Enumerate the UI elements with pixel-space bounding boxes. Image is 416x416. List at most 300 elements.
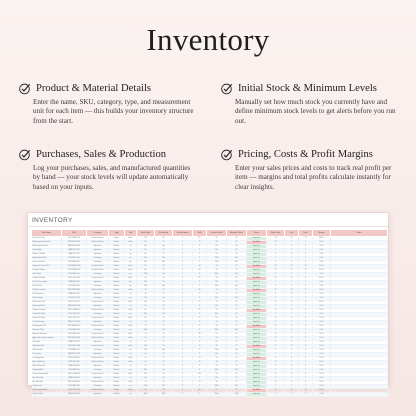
table-cell[interactable]: RAW-FLAV-033 — [62, 365, 87, 369]
table-cell[interactable]: Biotin 10000mcg — [32, 361, 62, 365]
table-cell[interactable]: Hair Skin Nails — [32, 381, 62, 385]
table-cell[interactable]: 0 — [173, 345, 193, 349]
table-cell[interactable]: 0 — [173, 301, 193, 305]
table-cell[interactable]: RAW-PECT-030 — [62, 353, 87, 357]
table-cell[interactable]: 0 — [173, 333, 193, 337]
table-cell[interactable]: Shrink Sleeve — [32, 285, 62, 289]
table-cell[interactable]: 25 — [267, 389, 285, 393]
table-cell[interactable]: 200 — [155, 369, 173, 373]
table-cell[interactable]: 8 — [285, 357, 299, 361]
table-cell[interactable]: bottle — [125, 325, 137, 329]
table-cell[interactable]: 0 — [267, 313, 285, 317]
table-cell[interactable]: 15 — [299, 373, 313, 377]
table-cell[interactable]: RAW-VITC-005 — [62, 253, 87, 257]
table-cell[interactable]: pcs — [125, 285, 137, 289]
table-cell[interactable]: 48 — [193, 333, 207, 337]
table-cell[interactable]: Finished Product — [87, 301, 109, 305]
table-cell[interactable]: 1 — [285, 313, 299, 317]
table-cell[interactable]: 20 — [155, 289, 173, 293]
table-cell[interactable]: Cocoa Flavoring — [32, 321, 62, 325]
table-cell[interactable]: 30 — [227, 289, 247, 293]
table-cell[interactable]: pcs — [125, 329, 137, 333]
table-cell[interactable]: 0 — [299, 365, 313, 369]
table-cell[interactable]: SUPL-ACVG-026 — [62, 337, 87, 341]
table-cell[interactable]: 57.9% — [313, 317, 331, 321]
table-cell[interactable]: 400 — [227, 257, 247, 261]
table-cell[interactable]: 300 — [155, 349, 173, 353]
table-cell[interactable]: 0 — [193, 349, 207, 353]
table-cell[interactable]: 0 — [173, 281, 193, 285]
table-cell[interactable]: bottle — [125, 361, 137, 365]
table-cell[interactable]: 0 — [285, 285, 299, 289]
table-cell[interactable]: SUPL-PROB-014 — [62, 289, 87, 293]
table-cell[interactable]: 15 — [155, 325, 173, 329]
table-cell[interactable]: Shipping Mailer — [32, 369, 62, 373]
table-cell[interactable]: 21 — [267, 337, 285, 341]
table-cell[interactable]: 0 — [173, 245, 193, 249]
column-header[interactable]: Purchased — [155, 230, 173, 237]
table-cell[interactable]: 50 — [227, 377, 247, 381]
table-cell[interactable]: 0 — [299, 393, 313, 397]
table-cell[interactable]: bottle — [125, 333, 137, 337]
table-cell[interactable]: bottle — [125, 381, 137, 385]
table-cell[interactable]: Finished Product — [87, 357, 109, 361]
table-cell[interactable]: Multivitamin 90ct — [32, 345, 62, 349]
table-cell[interactable]: Packaging — [87, 313, 109, 317]
table-cell[interactable]: Material — [109, 249, 125, 253]
table-cell[interactable]: 25 — [155, 333, 173, 337]
table-cell[interactable]: 0 — [173, 297, 193, 301]
status-badge[interactable]: Stock Ok — [247, 365, 267, 369]
table-cell[interactable]: Finished Product — [87, 317, 109, 321]
status-badge[interactable]: Stock Ok — [247, 301, 267, 305]
table-cell[interactable]: Finished Product — [87, 265, 109, 269]
table-cell[interactable]: 0 — [267, 261, 285, 265]
table-cell[interactable]: 0 — [267, 273, 285, 277]
table-cell[interactable]: 0 — [299, 305, 313, 309]
table-cell[interactable]: 50.0% — [313, 265, 331, 269]
table-cell[interactable]: 52.0% — [313, 389, 331, 393]
table-cell[interactable]: 22 — [285, 277, 299, 281]
table-cell[interactable]: 900 — [207, 297, 227, 301]
table-cell[interactable]: Product — [109, 301, 125, 305]
table-cell[interactable]: Fish Oil Concentrate — [32, 281, 62, 285]
status-badge[interactable]: Stock Ok — [247, 281, 267, 285]
table-cell[interactable]: 66 — [207, 269, 227, 273]
table-cell[interactable]: 40 — [227, 269, 247, 273]
table-cell[interactable]: Product — [109, 277, 125, 281]
table-cell[interactable]: 0 — [299, 353, 313, 357]
table-cell[interactable]: 9 — [299, 333, 313, 337]
table-cell[interactable]: Product — [109, 309, 125, 313]
table-cell[interactable]: 25 — [227, 309, 247, 313]
status-badge[interactable]: Stock Ok — [247, 285, 267, 289]
table-cell[interactable]: Material — [109, 329, 125, 333]
table-cell[interactable]: 0 — [173, 349, 193, 353]
table-cell[interactable]: Ingredients — [87, 353, 109, 357]
table-cell[interactable]: 70 — [193, 301, 207, 305]
table-cell[interactable]: 17 — [267, 357, 285, 361]
table-cell[interactable]: Product — [109, 373, 125, 377]
status-badge[interactable]: Stock Ok — [247, 273, 267, 277]
table-cell[interactable]: 2 — [285, 377, 299, 381]
table-cell[interactable]: Leaflet Insert — [32, 385, 62, 389]
table-cell[interactable]: Whey Protein Powder — [32, 245, 62, 249]
table-cell[interactable]: 21 — [285, 237, 299, 241]
table-row[interactable] — [32, 393, 388, 397]
table-cell[interactable]: 250 — [227, 313, 247, 317]
table-cell[interactable]: Product — [109, 357, 125, 361]
table-cell[interactable]: 0 — [173, 249, 193, 253]
table-cell[interactable]: 45 — [137, 341, 155, 345]
table-cell[interactable]: Product — [109, 333, 125, 337]
table-cell[interactable]: 60 — [207, 317, 227, 321]
table-cell[interactable]: 13 — [299, 325, 313, 329]
status-badge[interactable]: Stock Ok — [247, 317, 267, 321]
table-cell[interactable]: Ingredients — [87, 341, 109, 345]
table-cell[interactable]: Finished Product — [87, 345, 109, 349]
table-cell[interactable]: 2500 — [207, 329, 227, 333]
table-cell[interactable]: 6000 — [207, 393, 227, 397]
table-cell[interactable]: 5 — [285, 305, 299, 309]
table-cell[interactable]: PKG-CAPS-007 — [62, 261, 87, 265]
table-cell[interactable]: 0 — [173, 317, 193, 321]
table-cell[interactable]: PKG-MAIL-034 — [62, 369, 87, 373]
table-cell[interactable]: 600 — [227, 385, 247, 389]
table-cell[interactable]: Gelatin Base — [32, 249, 62, 253]
table-cell[interactable]: 50 — [137, 357, 155, 361]
table-cell[interactable]: 24 — [207, 289, 227, 293]
table-cell[interactable]: 0 — [299, 261, 313, 265]
table-cell[interactable]: 9 — [285, 241, 299, 245]
table-cell[interactable]: 700 — [137, 297, 155, 301]
status-badge[interactable]: Stock Ok — [247, 393, 267, 397]
table-cell[interactable]: SUPL-BIOT-032 — [62, 361, 87, 365]
table-cell[interactable]: 0.0% — [313, 377, 331, 381]
table-cell[interactable]: 300 — [155, 257, 173, 261]
table-cell[interactable]: 50.0% — [313, 325, 331, 329]
table-cell[interactable]: 28 — [267, 269, 285, 273]
table-cell[interactable]: Finished Product — [87, 389, 109, 393]
table-cell[interactable]: 25 — [227, 389, 247, 393]
status-badge[interactable]: Stock Ok — [247, 305, 267, 309]
table-cell[interactable]: 0 — [267, 321, 285, 325]
table-cell[interactable]: kg — [125, 341, 137, 345]
table-cell[interactable]: kg — [125, 321, 137, 325]
column-header[interactable]: Current Stock — [207, 230, 227, 237]
table-cell[interactable]: 0 — [173, 265, 193, 269]
table-cell[interactable]: Pectin Base — [32, 353, 62, 357]
table-cell[interactable]: Material — [109, 353, 125, 357]
table-cell[interactable]: Product — [109, 337, 125, 341]
column-header[interactable]: Unit — [125, 230, 137, 237]
table-cell[interactable]: bottle — [125, 269, 137, 273]
table-cell[interactable]: 1000 — [207, 369, 227, 373]
table-cell[interactable]: SUPL-OMEG-009 — [62, 269, 87, 273]
table-cell[interactable]: 0 — [173, 293, 193, 297]
table-cell[interactable]: RAW-CAPS-040 — [62, 393, 87, 397]
table-cell[interactable]: 20 — [155, 381, 173, 385]
table-cell[interactable]: 30 — [207, 277, 227, 281]
table-cell[interactable]: Product — [109, 289, 125, 293]
table-cell[interactable]: Packaging — [87, 257, 109, 261]
table-cell[interactable]: bottle — [125, 337, 137, 341]
table-cell[interactable]: 70 — [207, 301, 227, 305]
table-cell[interactable]: 28 — [207, 241, 227, 245]
table-cell[interactable]: bottle — [125, 237, 137, 241]
table-cell[interactable]: 27 — [267, 345, 285, 349]
table-cell[interactable]: bottle — [125, 241, 137, 245]
column-header[interactable]: Item Name — [32, 230, 62, 237]
table-cell[interactable]: 15 — [155, 365, 173, 369]
table-cell[interactable]: 0 — [193, 369, 207, 373]
table-cell[interactable]: Elderberry Gummies 60ct — [32, 241, 62, 245]
table-cell[interactable]: 0 — [173, 289, 193, 293]
table-cell[interactable]: 51.7% — [313, 373, 331, 377]
status-badge[interactable]: Stock Ok — [247, 293, 267, 297]
table-cell[interactable]: 0 — [173, 365, 193, 369]
table-cell[interactable]: 2000 — [137, 329, 155, 333]
table-cell[interactable]: 56.3% — [313, 333, 331, 337]
table-cell[interactable]: Material — [109, 293, 125, 297]
table-cell[interactable]: 60 — [155, 281, 173, 285]
table-cell[interactable]: Packaging — [87, 285, 109, 289]
table-cell[interactable]: 13 — [299, 389, 313, 393]
table-cell[interactable]: 0 — [299, 329, 313, 333]
column-header[interactable]: Minimum Stock — [227, 230, 247, 237]
table-cell[interactable]: 52.4% — [313, 337, 331, 341]
table-cell[interactable]: 0 — [173, 261, 193, 265]
table-cell[interactable]: 70 — [137, 381, 155, 385]
table-cell[interactable]: SUPL-MULT-028 — [62, 345, 87, 349]
table-cell[interactable]: PKG-SCOP-016 — [62, 297, 87, 301]
table-cell[interactable]: kg — [125, 305, 137, 309]
table-cell[interactable]: 20 — [155, 321, 173, 325]
table-cell[interactable]: 2000 — [207, 273, 227, 277]
table-cell[interactable]: 12 — [207, 265, 227, 269]
table-cell[interactable]: 0 — [173, 285, 193, 289]
table-cell[interactable]: 40 — [155, 237, 173, 241]
table-cell[interactable]: 52.9% — [313, 357, 331, 361]
table-cell[interactable]: 0.0% — [313, 285, 331, 289]
table-cell[interactable]: 80 — [137, 241, 155, 245]
table-cell[interactable]: 22 — [267, 265, 285, 269]
table-cell[interactable]: 11 — [299, 317, 313, 321]
table-cell[interactable]: Packaging — [87, 385, 109, 389]
table-cell[interactable]: 1200 — [137, 349, 155, 353]
table-cell[interactable]: Material — [109, 273, 125, 277]
table-cell[interactable]: 0 — [173, 357, 193, 361]
table-cell[interactable]: 0 — [267, 305, 285, 309]
table-cell[interactable]: pcs — [125, 313, 137, 317]
table-cell[interactable]: Product — [109, 325, 125, 329]
table-cell[interactable]: 600 — [227, 273, 247, 277]
table-cell[interactable]: Finished Product — [87, 241, 109, 245]
table-cell[interactable]: 0.0% — [313, 273, 331, 277]
table-cell[interactable]: bottle — [125, 357, 137, 361]
table-cell[interactable]: 200 — [155, 297, 173, 301]
table-cell[interactable]: 51.9% — [313, 345, 331, 349]
table-cell[interactable]: SUPL-IRON-031 — [62, 357, 87, 361]
table-cell[interactable]: 200 — [207, 249, 227, 253]
table-cell[interactable]: 90 — [137, 305, 155, 309]
table-cell[interactable]: 0 — [299, 257, 313, 261]
table-cell[interactable]: Melatonin Gummies — [32, 333, 62, 337]
table-cell[interactable]: Finished Product — [87, 325, 109, 329]
table-cell[interactable]: bottle — [125, 317, 137, 321]
table-cell[interactable]: SUPL-SLEP-039 — [62, 389, 87, 393]
table-cell[interactable]: Plant Protein 1kg — [32, 301, 62, 305]
table-cell[interactable]: Material — [109, 245, 125, 249]
table-cell[interactable]: 0 — [299, 321, 313, 325]
table-cell[interactable]: 11 — [285, 365, 299, 369]
table-cell[interactable]: 150 — [227, 245, 247, 249]
table-cell[interactable]: Finished Product — [87, 309, 109, 313]
table-cell[interactable]: SUPL-ASHW-023 — [62, 325, 87, 329]
table-cell[interactable]: 60 — [227, 237, 247, 241]
status-badge[interactable]: Stock Ok — [247, 377, 267, 381]
table-cell[interactable]: RAW-CITR-027 — [62, 341, 87, 345]
table-cell[interactable]: Material — [109, 365, 125, 369]
table-cell[interactable]: Product — [109, 361, 125, 365]
table-cell[interactable]: 12 — [285, 389, 299, 393]
table-cell[interactable]: 70 — [193, 337, 207, 341]
table-cell[interactable]: Creatine Monohydrate — [32, 373, 62, 377]
table-cell[interactable]: Material — [109, 257, 125, 261]
table-cell[interactable]: 30 — [227, 253, 247, 257]
table-cell[interactable]: 900 — [137, 261, 155, 265]
table-cell[interactable]: 700 — [207, 245, 227, 249]
status-badge[interactable]: Stock Alert — [247, 277, 267, 281]
table-cell[interactable]: 0 — [193, 305, 207, 309]
table-cell[interactable]: 0 — [173, 253, 193, 257]
table-cell[interactable]: 0 — [299, 293, 313, 297]
table-cell[interactable]: Vitamin D3 Drops — [32, 317, 62, 321]
table-cell[interactable]: kg — [125, 353, 137, 357]
table-cell[interactable]: 65 — [137, 309, 155, 313]
table-cell[interactable]: 0 — [267, 253, 285, 257]
table-cell[interactable]: 0 — [285, 393, 299, 397]
table-cell[interactable]: 20 — [227, 293, 247, 297]
table-cell[interactable]: 0 — [193, 249, 207, 253]
table-cell[interactable]: 13 — [285, 325, 299, 329]
table-cell[interactable]: 36 — [207, 381, 227, 385]
table-cell[interactable]: 200 — [137, 281, 155, 285]
table-cell[interactable]: Product — [109, 241, 125, 245]
table-cell[interactable]: 0 — [193, 273, 207, 277]
table-cell[interactable]: Vitamin C Powder — [32, 253, 62, 257]
table-cell[interactable]: 100 — [207, 353, 227, 357]
table-cell[interactable]: 30 — [227, 241, 247, 245]
table-cell[interactable]: 15 — [155, 341, 173, 345]
table-cell[interactable]: 0.0% — [313, 257, 331, 261]
table-cell[interactable]: 10 — [155, 265, 173, 269]
table-cell[interactable]: 10 — [155, 293, 173, 297]
table-cell[interactable]: Amber Bottle 250ml — [32, 257, 62, 261]
table-cell[interactable]: 120 — [137, 373, 155, 377]
table-cell[interactable]: Finished Product — [87, 337, 109, 341]
table-cell[interactable]: 20 — [155, 361, 173, 365]
table-cell[interactable]: 4 — [285, 249, 299, 253]
table-cell[interactable]: Ingredients — [87, 305, 109, 309]
column-header[interactable]: Margin — [313, 230, 331, 237]
table-cell[interactable]: 85 — [193, 237, 207, 241]
table-cell[interactable]: 14 — [285, 293, 299, 297]
table-cell[interactable]: 7 — [285, 333, 299, 337]
table-cell[interactable]: 0 — [267, 285, 285, 289]
status-badge[interactable]: Stock Alert — [247, 265, 267, 269]
table-cell[interactable]: 30 — [155, 345, 173, 349]
table-cell[interactable]: 60 — [137, 361, 155, 365]
table-cell[interactable]: 72 — [193, 241, 207, 245]
table-cell[interactable]: 8 — [285, 317, 299, 321]
table-cell[interactable]: 13 — [285, 345, 299, 349]
table-cell[interactable]: 400 — [227, 261, 247, 265]
table-cell[interactable]: 32 — [267, 301, 285, 305]
table-cell[interactable]: 35 — [227, 321, 247, 325]
table-cell[interactable]: 0 — [173, 309, 193, 313]
table-cell[interactable]: PKG-SLEV-013 — [62, 285, 87, 289]
table-cell[interactable]: 0 — [193, 257, 207, 261]
table-cell[interactable]: Magnesium Citrate 90ct — [32, 265, 62, 269]
table-cell[interactable]: 0 — [299, 249, 313, 253]
table-cell[interactable]: 0 — [267, 365, 285, 369]
table-cell[interactable]: Product — [109, 317, 125, 321]
table-cell[interactable]: 19 — [285, 301, 299, 305]
table-cell[interactable]: 0 — [267, 297, 285, 301]
table-cell[interactable]: 13 — [299, 269, 313, 273]
table-cell[interactable]: 30 — [155, 373, 173, 377]
table-cell[interactable]: 30 — [155, 269, 173, 273]
table-cell[interactable]: Product — [109, 265, 125, 269]
table-cell[interactable]: pcs — [125, 385, 137, 389]
column-header[interactable]: Cost — [285, 230, 299, 237]
table-cell[interactable]: Finished Product — [87, 381, 109, 385]
table-cell[interactable]: 0 — [267, 257, 285, 261]
table-cell[interactable]: Packaging — [87, 261, 109, 265]
table-cell[interactable]: 15 — [285, 269, 299, 273]
table-cell[interactable]: 40 — [227, 353, 247, 357]
table-cell[interactable]: 25 — [227, 325, 247, 329]
table-cell[interactable]: 15 — [227, 365, 247, 369]
table-cell[interactable]: 800 — [227, 329, 247, 333]
table-cell[interactable]: Protein Scoop — [32, 297, 62, 301]
table-cell[interactable]: 14 — [285, 373, 299, 377]
table-cell[interactable]: 40 — [193, 361, 207, 365]
table-cell[interactable]: 0 — [267, 293, 285, 297]
table-cell[interactable]: 0 — [267, 349, 285, 353]
table-cell[interactable]: Material — [109, 253, 125, 257]
table-cell[interactable]: 100 — [137, 345, 155, 349]
table-cell[interactable]: 0 — [193, 297, 207, 301]
table-cell[interactable]: 1200 — [207, 257, 227, 261]
table-cell[interactable]: 80 — [227, 249, 247, 253]
table-cell[interactable]: 11 — [285, 265, 299, 269]
table-cell[interactable]: 0 — [173, 385, 193, 389]
table-cell[interactable]: Apple Cider Vinegar Gummies — [32, 337, 62, 341]
table-cell[interactable]: 39 — [267, 277, 285, 281]
table-cell[interactable]: 0 — [299, 281, 313, 285]
table-cell[interactable]: 0 — [267, 353, 285, 357]
table-cell[interactable]: 0 — [299, 369, 313, 373]
table-cell[interactable]: Ashwagandha 60ct — [32, 325, 62, 329]
table-cell[interactable]: 80 — [137, 353, 155, 357]
table-cell[interactable]: kg — [125, 245, 137, 249]
table-cell[interactable]: Omega-3 Softgels — [32, 269, 62, 273]
table-cell[interactable]: Screw Cap Black — [32, 261, 62, 265]
table-cell[interactable]: Ingredients — [87, 293, 109, 297]
status-badge[interactable]: Stock Alert — [247, 345, 267, 349]
